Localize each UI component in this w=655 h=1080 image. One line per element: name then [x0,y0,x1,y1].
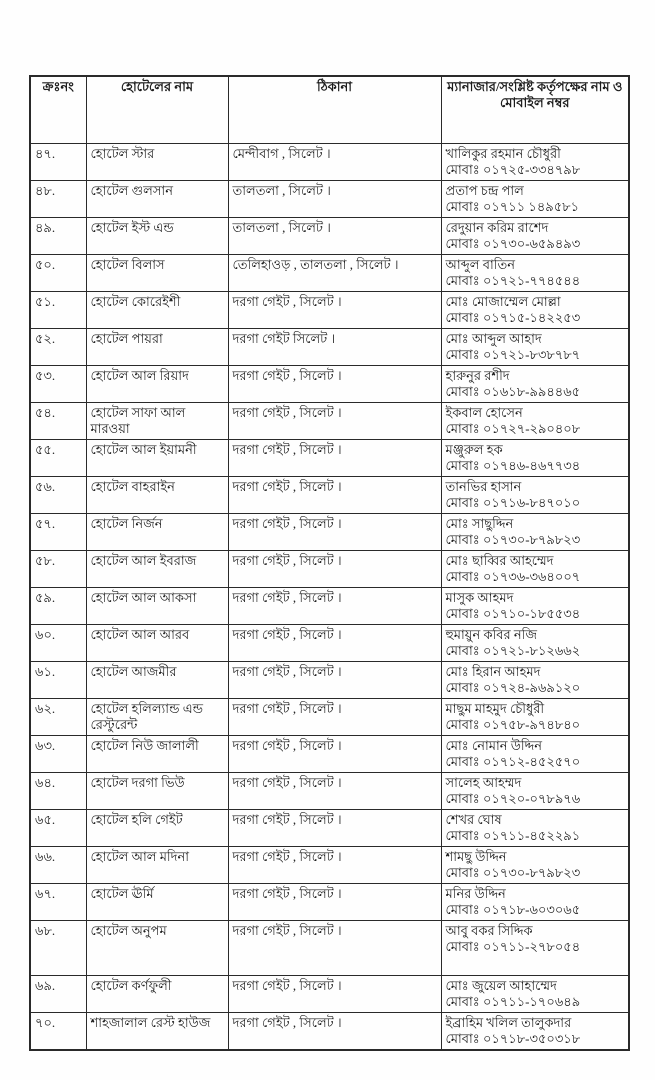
address-cell: দরগা গেইট , সিলেট । [228,366,441,403]
serial-cell: ৪৯. [30,218,86,255]
manager-cell [441,773,629,810]
address-cell: দরগা গেইট , সিলেট । [228,588,441,625]
mobile-number: মোবাঃ ০১৭১৮-৩৫০৩১৮ [445,1031,581,1046]
serial-cell: ৫৮. [30,551,86,588]
manager-name: সালেহ আহম্মদ [445,775,522,790]
table-row [30,403,629,440]
manager-name: মঞ্জুরুল হক [445,442,503,457]
manager-cell [441,736,629,773]
manager-name: খালিকুর রহমান চৌধুরী [445,146,561,161]
table-row [30,329,629,366]
manager-name: মাছুম মাহমুদ চৌধুরী [445,701,545,716]
table-row [30,218,629,255]
hotel-name-cell: হোটেল আল ইবরাজ [86,551,228,588]
hotel-name-cell: হোটেল গুলসান [86,181,228,218]
manager-name: ইকবাল হোসেন [445,405,523,420]
manager-cell [441,588,629,625]
table-row [30,255,629,292]
table-row [30,181,629,218]
hotel-name-cell: হোটেল বাহরাইন [86,477,228,514]
table-row [30,292,629,329]
mobile-number: মোবাঃ ০১৭১১-১৭০৬৪৯ [445,994,581,1009]
serial-cell: ৬৫. [30,810,86,847]
table-row [30,847,629,884]
mobile-number: মোবাঃ ০১৭৫৮-৯৭৪৮৪০ [445,717,581,732]
hotel-list-table [29,75,630,1051]
address-cell: মেন্দীবাগ , সিলেট । [228,144,441,181]
hotel-name-cell: হোটেল আজমীর [86,662,228,699]
hotel-name-cell: হোটেল আল মদিনা [86,847,228,884]
hotel-name-cell: হোটেল পায়রা [86,329,228,366]
serial-cell: ৫৭. [30,514,86,551]
manager-name: শামছু উদ্দিন [445,849,507,864]
hotel-name-cell: হোটেল আল ইয়ামনী [86,440,228,477]
hotel-name-cell: হোটেল কোরেইশী [86,292,228,329]
mobile-number: মোবাঃ ০১৭২১-৮৩৮৭৮৭ [445,347,581,362]
table-row [30,773,629,810]
address-cell: তালতলা , সিলেট । [228,181,441,218]
manager-name: হারুনুর রশীদ [445,368,510,383]
manager-name: মোঃ নোমান উদ্দিন [445,738,542,753]
mobile-number: মোবাঃ ০১৭১১-৪৫২২৯১ [445,828,581,843]
hotel-name-cell: হোটেল ঊর্মি [86,884,228,921]
hotel-name-cell: হোটেল নিউ জালালী [86,736,228,773]
address-cell: দরগা গেইট , সিলেট । [228,292,441,329]
serial-cell: ৫৪. [30,403,86,440]
manager-name: ইব্রাহিম খলিল তালুকদার [445,1015,572,1030]
mobile-number: মোবাঃ ০১৭২১-৮১২৬৬২ [445,643,581,658]
address-cell: দরগা গেইট , সিলেট । [228,403,441,440]
manager-name: মোঃ হিরান আহমদ [445,664,541,679]
manager-cell [441,699,629,736]
table-row [30,440,629,477]
hotel-name-cell: হোটেল আল আরব [86,625,228,662]
header-address: ঠিকানা [228,76,441,144]
mobile-number: মোবাঃ ০১৭১২-৪৫২৫৭০ [445,754,581,769]
address-cell: দরগা গেইট , সিলেট । [228,662,441,699]
manager-cell [441,884,629,921]
address-cell: দরগা গেইট , সিলেট । [228,440,441,477]
header-manager: ম্যানাজার/সংশ্লিষ্ট কর্তৃপক্ষের নাম ও মোবাইল নম্বর [441,76,629,144]
mobile-number: মোবাঃ ০১৭২০-০৭৮৯৭৬ [445,791,581,806]
manager-name: রেদুয়ান করিম রাশেদ [445,220,549,235]
serial-cell: ৬৩. [30,736,86,773]
address-cell: দরগা গেইট , সিলেট । [228,884,441,921]
manager-name: আবু বকর সিদ্দিক [445,923,533,938]
address-cell: তেলিহাওড় , তালতলা , সিলেট । [228,255,441,292]
manager-name: মনির উদ্দিন [445,886,506,901]
manager-cell [441,625,629,662]
manager-name: মোঃ আব্দুল আহাদ [445,331,542,346]
serial-cell: ৫৯. [30,588,86,625]
table-row [30,810,629,847]
manager-cell [441,921,629,976]
serial-cell: ৬৭. [30,884,86,921]
manager-cell [441,847,629,884]
table-row [30,699,629,736]
manager-name: মোঃ মোজাম্মেল মোল্লা [445,294,561,309]
address-cell: দরগা গেইট , সিলেট । [228,477,441,514]
address-cell: দরগা গেইট , সিলেট । [228,736,441,773]
mobile-number: মোবাঃ ০১৬১৮-৯৯৪৪৬৫ [445,384,581,399]
manager-cell [441,551,629,588]
table-row [30,976,629,1013]
manager-cell [441,403,629,440]
manager-name: মোঃ ছাব্বির আহম্মেদ [445,553,554,568]
mobile-number: মোবাঃ ০১৭৩৬-৩৬৪০০৭ [445,569,581,584]
manager-cell [441,810,629,847]
address-cell: দরগা গেইট , সিলেট । [228,625,441,662]
table-row [30,477,629,514]
hotel-name-cell: হোটেল আল রিয়াদ [86,366,228,403]
mobile-number: মোবাঃ ০১৭১১ ১৪৯৫৮১ [445,199,580,214]
table-row [30,514,629,551]
serial-cell: ৫১. [30,292,86,329]
manager-cell [441,144,629,181]
serial-cell: ৬১. [30,662,86,699]
mobile-number: মোবাঃ ০১৭২৪-৯৬৯১২০ [445,680,581,695]
serial-cell: ৫৬. [30,477,86,514]
mobile-number: মোবাঃ ০১৭১০-১৮৫৫৩৪ [445,606,581,621]
hotel-name-cell: হোটেল নির্জন [86,514,228,551]
mobile-number: মোবাঃ ০১৭১৬-৮৪৭০১০ [445,495,581,510]
manager-cell [441,1013,629,1051]
serial-cell: ৬২. [30,699,86,736]
hotel-name-cell: হোটেল হলি গেইট [86,810,228,847]
manager-cell [441,218,629,255]
address-cell: দরগা গেইট সিলেট । [228,329,441,366]
serial-cell: ৫৫. [30,440,86,477]
manager-cell [441,329,629,366]
header-hotel-name: হোটেলের নাম [86,76,228,144]
serial-cell: ৫৩. [30,366,86,403]
manager-cell [441,662,629,699]
table-row [30,366,629,403]
table-header [30,76,629,144]
manager-cell [441,976,629,1013]
address-cell: দরগা গেইট , সিলেট । [228,551,441,588]
mobile-number: মোবাঃ ০১৭৩০-৮৭৯৮২৩ [445,865,581,880]
table-row [30,551,629,588]
manager-cell [441,477,629,514]
mobile-number: মোবাঃ ০১৭২৭-২৯০৪০৮ [445,421,581,436]
serial-cell: ৬৬. [30,847,86,884]
manager-name: শেখর ঘোষ [445,812,502,827]
manager-cell [441,292,629,329]
hotel-table-body [30,144,629,1051]
manager-name: প্রতাপ চন্দ্র পাল [445,183,524,198]
header-serial: ক্রঃনং [30,76,86,144]
table-row [30,736,629,773]
table-row [30,144,629,181]
manager-name: মোঃ সাছুদ্দিন [445,516,514,531]
serial-cell: ৬৯. [30,976,86,1013]
hotel-name-cell: শাহজালাল রেস্ট হাউজ [86,1013,228,1051]
serial-cell: ৪৮. [30,181,86,218]
mobile-number: মোবাঃ ০১৭২১-৭৭৪৫৪৪ [445,273,581,288]
hotel-name-cell: হোটেল ইস্ট এন্ড [86,218,228,255]
address-cell: দরগা গেইট , সিলেট । [228,773,441,810]
mobile-number: মোবাঃ ০১৭৪৬-৪৬৭৭৩৪ [445,458,581,473]
table-row [30,625,629,662]
table-row [30,662,629,699]
table-row [30,588,629,625]
manager-name: মোঃ জুয়েল আহাম্মেদ [445,978,557,993]
manager-cell [441,514,629,551]
manager-name: তানভির হাসান [445,479,522,494]
mobile-number: মোবাঃ ০১৭৩০-৬৫৯৪৯৩ [445,236,581,251]
serial-cell: ৬০. [30,625,86,662]
address-cell: দরগা গেইট , সিলেট । [228,699,441,736]
mobile-number: মোবাঃ ০১৭১৮-৬০৩০৬৫ [445,902,581,917]
manager-name: আব্দুল বাতিন [445,257,515,272]
manager-cell [441,366,629,403]
manager-name: হুমায়ুন কবির নজি [445,627,538,642]
table-row [30,921,629,976]
address-cell: দরগা গেইট , সিলেট । [228,976,441,1013]
mobile-number: মোবাঃ ০১৭৩০-৮৭৯৮২৩ [445,532,581,547]
manager-cell [441,181,629,218]
address-cell: দরগা গেইট , সিলেট । [228,847,441,884]
mobile-number: মোবাঃ ০১৭১১-২৭৮০৫৪ [445,939,581,954]
serial-cell: ৫২. [30,329,86,366]
serial-cell: ৫০. [30,255,86,292]
address-cell: দরগা গেইট , সিলেট । [228,810,441,847]
table-row [30,884,629,921]
address-cell: তালতলা , সিলেট । [228,218,441,255]
table-row [30,1013,629,1051]
header-row [30,76,629,144]
serial-cell: ৪৭. [30,144,86,181]
manager-cell [441,255,629,292]
hotel-name-cell: হোটেল বিলাস [86,255,228,292]
hotel-name-cell: হোটেল কর্ণফুলী [86,976,228,1013]
serial-cell: ৬৪. [30,773,86,810]
hotel-name-cell: হোটেল অনুপম [86,921,228,976]
address-cell: দরগা গেইট , সিলেট । [228,921,441,976]
hotel-name-cell: হোটেল হলিল্যান্ড এন্ড রেস্টুরেন্ট [86,699,228,736]
hotel-name-cell: হোটেল স্টার [86,144,228,181]
hotel-name-cell: হোটেল আল আকসা [86,588,228,625]
manager-cell [441,440,629,477]
hotel-name-cell: হোটেল দরগা ভিউ [86,773,228,810]
manager-name: মাসুক আহমদ [445,590,514,605]
serial-cell: ৬৮. [30,921,86,976]
hotel-name-cell: হোটেল সাফা আল মারওয়া [86,403,228,440]
address-cell: দরগা গেইট , সিলেট । [228,1013,441,1051]
mobile-number: মোবাঃ ০১৭১৫-১৪২২৫৩ [445,310,581,325]
address-cell: দরগা গেইট , সিলেট । [228,514,441,551]
mobile-number: মোবাঃ ০১৭২৫-৩৩৪৭৯৮ [445,162,581,177]
serial-cell: ৭০. [30,1013,86,1051]
